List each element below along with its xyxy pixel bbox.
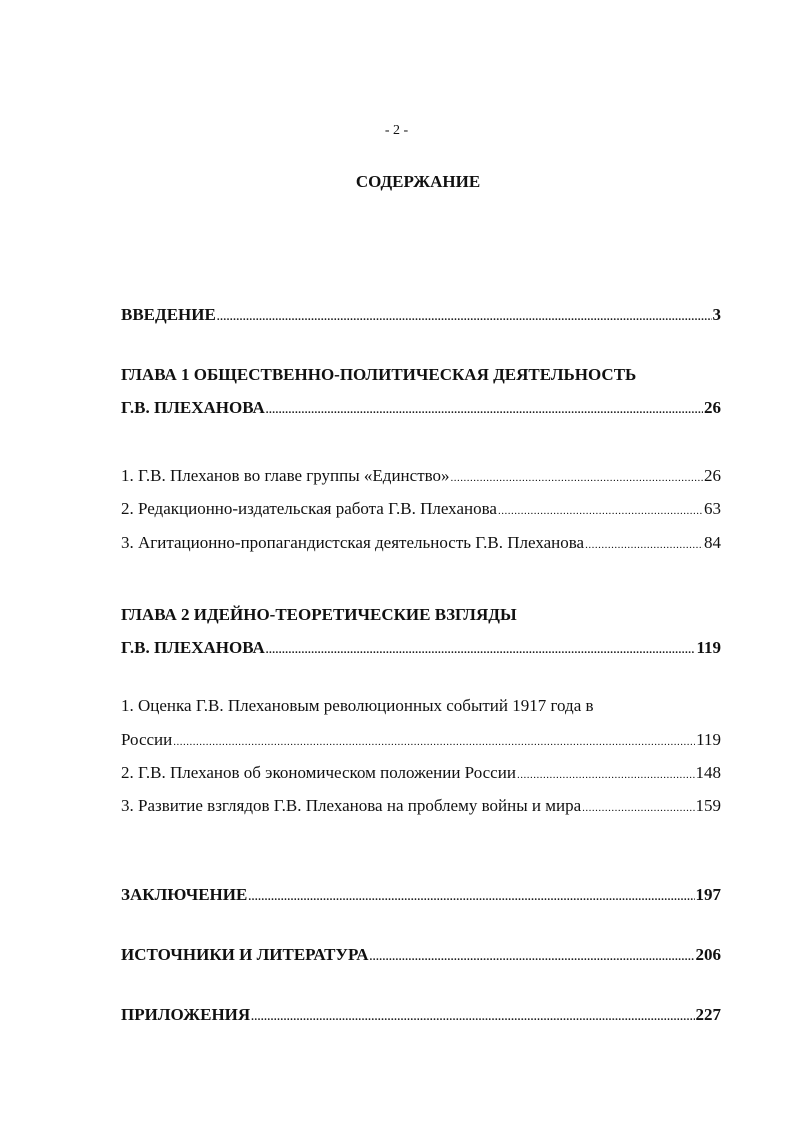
toc-page: 119 [696, 638, 721, 657]
toc-entry-chapter-1[interactable] [121, 398, 721, 418]
toc-entry-sources[interactable] [121, 945, 721, 965]
toc-label: 2. Редакционно-издательская работа Г.В. Плеханова [121, 499, 497, 518]
toc-label: 3. Агитационно-пропагандистская деятельность Г.В. Плеханова [121, 533, 585, 552]
toc-entry-introduction[interactable] [121, 305, 721, 325]
dot-leader [248, 891, 694, 903]
chapter-2-heading: ГЛАВА 2 ИДЕЙНО-ТЕОРЕТИЧЕСКИЕ ВЗГЛЯДЫ [121, 605, 517, 624]
toc-label: ИСТОЧНИКИ И ЛИТЕРАТУРА [121, 945, 369, 964]
toc-entry-chapter-1-section-1[interactable] [121, 466, 721, 486]
toc-page: 148 [695, 763, 721, 782]
toc-label: Г.В. ПЛЕХАНОВА [121, 638, 265, 657]
toc-label: России [121, 730, 173, 749]
toc-page: 197 [695, 885, 721, 904]
toc-entry-chapter-2[interactable] [121, 638, 721, 658]
toc-label: ВВЕДЕНИЕ [121, 305, 216, 324]
toc-page: 26 [704, 398, 721, 417]
toc-label: ЗАКЛЮЧЕНИЕ [121, 885, 248, 904]
toc-entry-appendices[interactable] [121, 1005, 721, 1025]
toc-page: 3 [712, 305, 721, 324]
dot-leader [369, 951, 694, 963]
toc-label: ПРИЛОЖЕНИЯ [121, 1005, 251, 1024]
toc-page: 227 [695, 1005, 721, 1024]
dot-leader [451, 472, 703, 484]
dot-leader [266, 404, 703, 416]
page-number: - 2 - [384, 123, 409, 138]
dot-leader [517, 769, 695, 781]
dot-leader [582, 802, 694, 814]
toc-page: 206 [695, 945, 721, 964]
toc-entry-chapter-2-section-2[interactable] [121, 763, 721, 783]
toc-page: 84 [704, 533, 721, 552]
toc-label: 2. Г.В. Плеханов об экономическом положении России [121, 763, 516, 782]
toc-entry-chapter-2-section-1[interactable] [121, 730, 721, 750]
toc-page: 26 [704, 466, 721, 485]
toc-label: 1. Г.В. Плеханов во главе группы «Единство» [121, 466, 450, 485]
toc-entry-chapter-2-section-3[interactable] [121, 796, 721, 816]
page-title: СОДЕРЖАНИЕ [355, 172, 481, 191]
toc-label: Г.В. ПЛЕХАНОВА [121, 398, 265, 417]
dot-leader [217, 311, 712, 323]
toc-page: 119 [696, 730, 721, 749]
toc-entry-chapter-1-section-3[interactable] [121, 533, 721, 553]
toc-entry-chapter-2-section-1-line1[interactable]: 1. Оценка Г.В. Плехановым революционных событий 1917 года в [121, 696, 594, 715]
toc-page: 63 [704, 499, 721, 518]
dot-leader [498, 505, 703, 517]
toc-entry-conclusion[interactable] [121, 885, 721, 905]
dot-leader [251, 1011, 694, 1023]
toc-label: 3. Развитие взглядов Г.В. Плеханова на проблему войны и мира [121, 796, 582, 815]
dot-leader [173, 736, 695, 748]
toc-page: 159 [695, 796, 721, 815]
dot-leader [585, 539, 703, 551]
toc-entry-chapter-1-section-2[interactable] [121, 499, 721, 519]
dot-leader [266, 644, 696, 656]
chapter-1-heading: ГЛАВА 1 ОБЩЕСТВЕННО-ПОЛИТИЧЕСКАЯ ДЕЯТЕЛЬНОСТЬ [121, 365, 637, 384]
